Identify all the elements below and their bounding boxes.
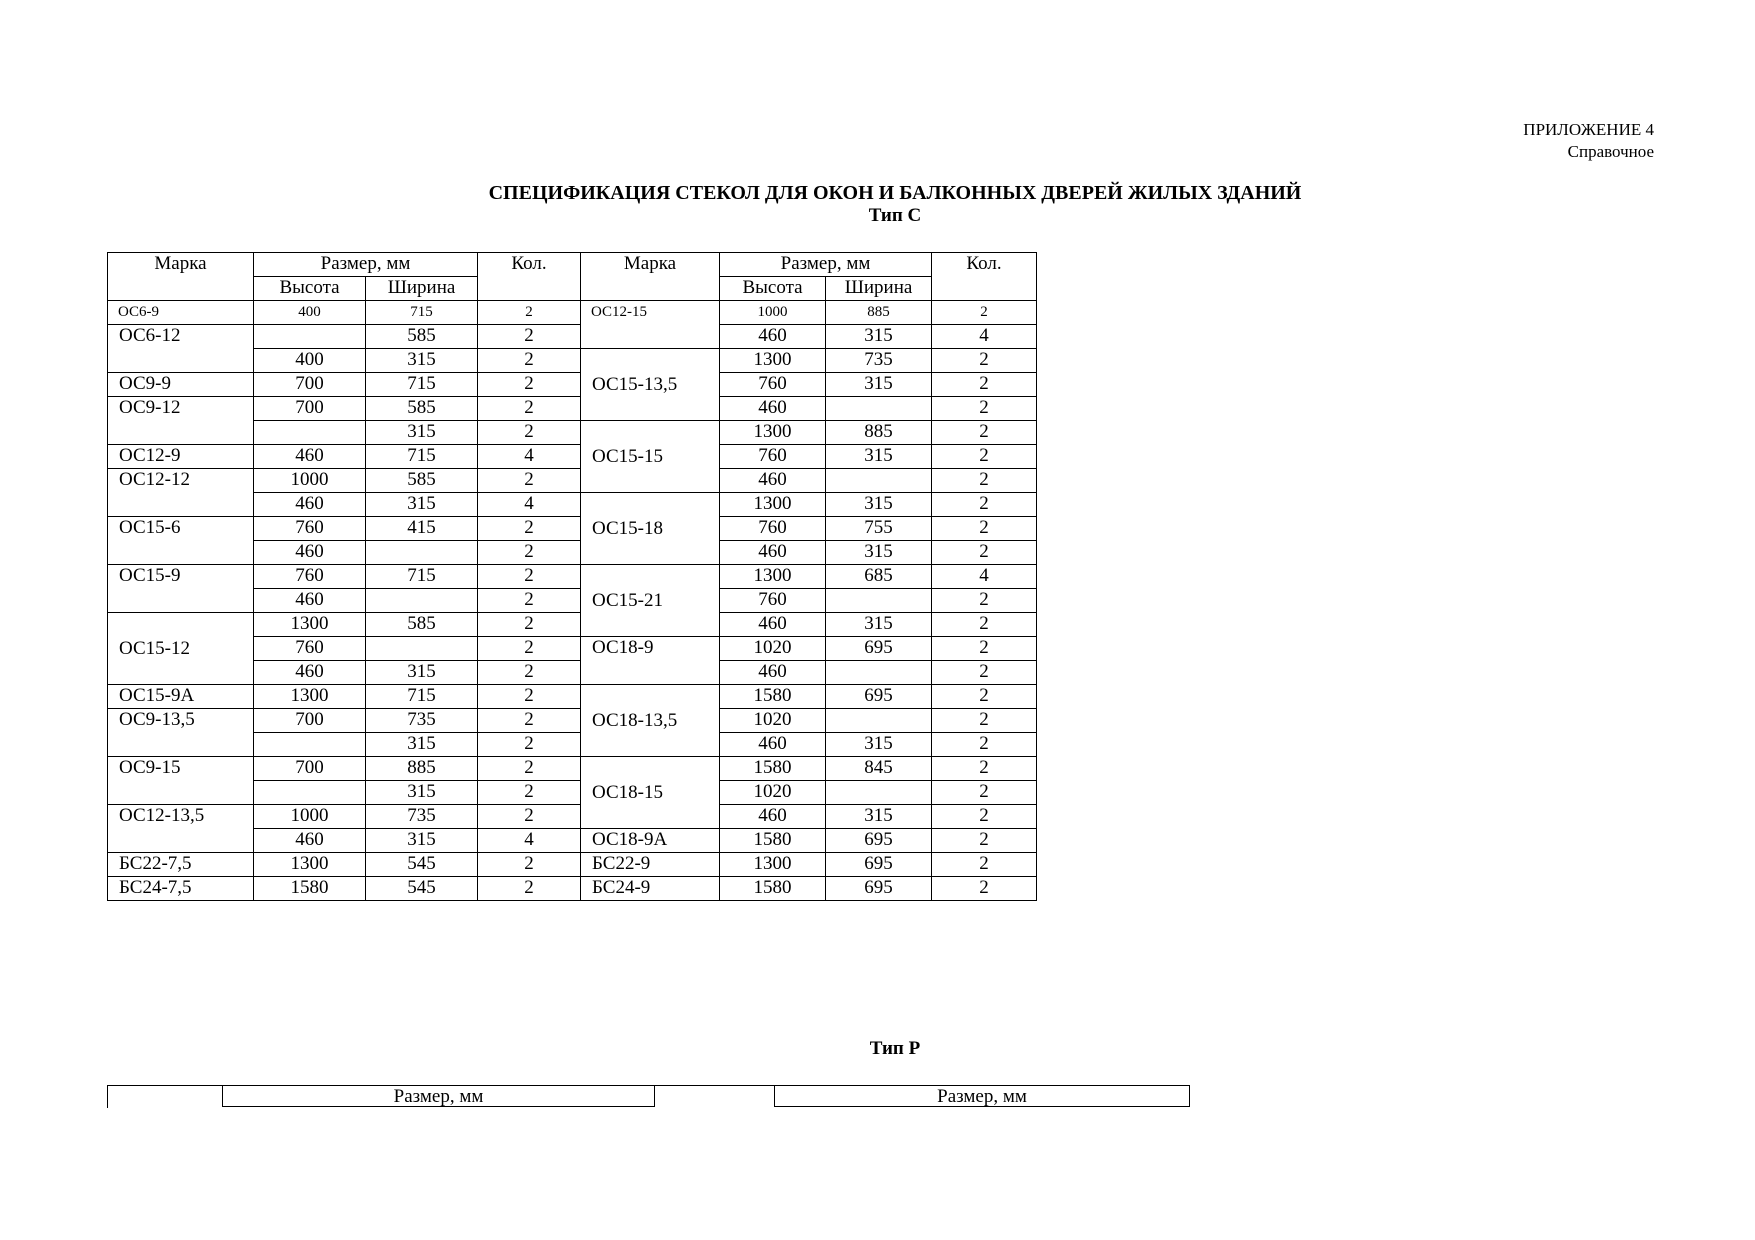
row-qty: 2 [932,541,1037,565]
row-height: 760 [254,637,366,661]
row-qty: 4 [478,493,581,517]
document-title: СПЕЦИФИКАЦИЯ СТЕКОЛ ДЛЯ ОКОН И БАЛКОННЫХ ДВЕРЕЙ ЖИЛЫХ ЗДАНИЙ [488,182,1302,204]
row-qty: 2 [932,757,1037,781]
table-row [108,325,1037,349]
row-width: 545 [366,853,478,877]
row-marka: ОС9-13,5 [108,709,254,757]
row-height: 1020 [720,781,826,805]
header-width: Ширина [826,277,932,301]
type-c-heading: Тип С [868,205,922,226]
row-width: 885 [826,421,932,445]
row-marka: ОС6-9 [108,301,254,325]
row-height: 1300 [720,421,826,445]
row-width: 695 [826,829,932,853]
header-qty: Кол. [478,253,581,301]
table-row [108,805,1037,829]
header-size: Размер, мм [254,253,478,277]
row-height: 460 [720,733,826,757]
row-qty: 2 [478,421,581,445]
row-height: 1300 [720,493,826,517]
row-qty: 2 [932,829,1037,853]
row-width: 715 [366,301,478,325]
row-qty: 2 [932,877,1037,901]
row-qty: 2 [932,661,1037,685]
row-width: 315 [366,493,478,517]
table-p-size-header-2: Размер, мм [774,1085,1190,1107]
row-width: 315 [366,829,478,853]
row-marka: БС24-7,5 [108,877,254,901]
row-marka: БС22-7,5 [108,853,254,877]
row-qty: 2 [478,397,581,421]
row-width: 695 [826,877,932,901]
row-height: 1000 [254,469,366,493]
table-row [108,565,1037,589]
row-width: 545 [366,877,478,901]
row-qty: 2 [478,757,581,781]
row-width: 315 [826,613,932,637]
table-row [108,709,1037,733]
row-qty: 2 [478,301,581,325]
row-width: 315 [366,781,478,805]
header-height: Высота [720,277,826,301]
row-width [826,661,932,685]
row-height: 1300 [720,349,826,373]
row-marka: ОС15-12 [108,613,254,685]
row-marka: ОС9-12 [108,397,254,445]
row-height: 760 [254,517,366,541]
row-qty: 2 [932,517,1037,541]
row-height: 1300 [720,853,826,877]
row-marka: ОС15-15 [581,421,720,493]
row-marka: ОС15-9А [108,685,254,709]
appendix-label [1523,119,1654,163]
row-qty: 2 [478,661,581,685]
row-height: 460 [254,445,366,469]
row-height: 1580 [720,757,826,781]
header-width: Ширина [366,277,478,301]
row-width: 885 [366,757,478,781]
row-qty: 2 [932,421,1037,445]
row-qty: 2 [478,349,581,373]
row-height: 460 [254,589,366,613]
row-width: 715 [366,373,478,397]
row-width: 885 [826,301,932,325]
row-qty: 4 [478,829,581,853]
row-width: 315 [366,421,478,445]
row-width: 315 [826,445,932,469]
row-width: 585 [366,469,478,493]
row-qty: 4 [932,565,1037,589]
table-row [108,877,1037,901]
row-qty: 2 [478,541,581,565]
row-height: 460 [254,493,366,517]
row-height: 1300 [720,565,826,589]
row-height: 460 [254,829,366,853]
row-width: 735 [826,349,932,373]
row-height: 460 [720,397,826,421]
row-marka: БС22-9 [581,853,720,877]
row-qty: 2 [932,469,1037,493]
row-width [366,637,478,661]
row-marka: ОС18-9 [581,637,720,685]
row-height [254,781,366,805]
row-height: 460 [720,661,826,685]
row-marka: ОС12-13,5 [108,805,254,853]
row-marka: ОС15-6 [108,517,254,565]
header-size: Размер, мм [720,253,932,277]
row-width: 715 [366,445,478,469]
glass-spec-table-type-c [107,252,1037,901]
row-marka: ОС12-15 [581,301,720,349]
row-width [826,781,932,805]
table-p-marka-cell [107,1085,223,1108]
row-qty: 2 [932,445,1037,469]
row-qty: 2 [478,613,581,637]
row-marka: ОС15-21 [581,565,720,637]
row-width: 585 [366,397,478,421]
row-width: 315 [826,493,932,517]
row-height: 1000 [720,301,826,325]
row-height: 1020 [720,637,826,661]
row-qty: 2 [932,853,1037,877]
row-marka: ОС9-9 [108,373,254,397]
row-marka: ОС9-15 [108,757,254,805]
row-height: 460 [254,541,366,565]
row-height: 1020 [720,709,826,733]
row-height [254,733,366,757]
row-qty: 2 [478,805,581,829]
row-width: 845 [826,757,932,781]
row-qty: 2 [478,469,581,493]
header-height: Высота [254,277,366,301]
row-height: 760 [720,445,826,469]
row-height: 1580 [720,829,826,853]
table-row [108,397,1037,421]
table-row [108,685,1037,709]
row-qty: 4 [932,325,1037,349]
table-row [108,373,1037,397]
row-width: 315 [366,349,478,373]
row-width: 715 [366,685,478,709]
appendix-number: ПРИЛОЖЕНИЕ 4 [1523,120,1654,139]
row-marka: ОС6-12 [108,325,254,373]
row-qty: 2 [932,733,1037,757]
row-qty: 2 [932,373,1037,397]
row-height: 1300 [254,613,366,637]
row-marka: ОС12-12 [108,469,254,517]
table-row [108,469,1037,493]
row-qty: 2 [932,613,1037,637]
table-row [108,757,1037,781]
row-width: 315 [826,541,932,565]
row-width: 755 [826,517,932,541]
type-p-heading: Тип Р [869,1038,921,1059]
row-qty: 2 [478,637,581,661]
row-qty: 2 [478,325,581,349]
row-qty: 2 [478,517,581,541]
table-row [108,445,1037,469]
row-height: 760 [720,373,826,397]
row-height [254,421,366,445]
row-width: 315 [366,661,478,685]
row-width [826,469,932,493]
row-width: 315 [826,373,932,397]
row-marka: ОС12-9 [108,445,254,469]
table-row [108,853,1037,877]
row-height: 1300 [254,685,366,709]
row-height: 700 [254,373,366,397]
row-marka: ОС15-18 [581,493,720,565]
row-width: 715 [366,565,478,589]
row-width: 585 [366,613,478,637]
row-marka: ОС18-15 [581,757,720,829]
row-marka: ОС18-13,5 [581,685,720,757]
row-height: 700 [254,709,366,733]
row-qty: 4 [478,445,581,469]
row-height: 700 [254,757,366,781]
row-height: 1000 [254,805,366,829]
row-height: 760 [720,589,826,613]
row-width: 735 [366,805,478,829]
table-row [108,517,1037,541]
row-width: 315 [826,733,932,757]
appendix-kind: Справочное [1567,142,1654,161]
row-qty: 2 [478,589,581,613]
row-height: 460 [720,541,826,565]
row-height: 460 [254,661,366,685]
row-width: 315 [366,733,478,757]
row-width: 735 [366,709,478,733]
row-width: 315 [826,805,932,829]
row-qty: 2 [932,493,1037,517]
row-height: 460 [720,469,826,493]
header-row [108,253,1037,277]
row-qty: 2 [478,877,581,901]
row-qty: 2 [932,685,1037,709]
row-width [826,589,932,613]
row-height: 460 [720,613,826,637]
row-marka: ОС18-9А [581,829,720,853]
row-qty: 2 [478,685,581,709]
row-qty: 2 [932,805,1037,829]
row-qty: 2 [932,589,1037,613]
header-marka: Марка [581,253,720,301]
row-height: 400 [254,349,366,373]
row-qty: 2 [478,565,581,589]
row-width: 695 [826,637,932,661]
row-width [366,589,478,613]
row-qty: 2 [932,397,1037,421]
table-p-size-header: Размер, мм [222,1085,655,1107]
row-height: 1580 [720,685,826,709]
row-height: 760 [254,565,366,589]
row-qty: 2 [478,781,581,805]
row-width: 585 [366,325,478,349]
row-width [826,397,932,421]
row-qty: 2 [932,781,1037,805]
row-height: 700 [254,397,366,421]
row-marka: ОС15-13,5 [581,349,720,421]
row-width: 415 [366,517,478,541]
table-p-qty-cell [654,1085,774,1108]
row-qty: 2 [932,301,1037,325]
row-width: 315 [826,325,932,349]
row-qty: 2 [932,349,1037,373]
row-height: 1580 [254,877,366,901]
row-qty: 2 [478,373,581,397]
table-row [108,301,1037,325]
row-height: 1580 [720,877,826,901]
row-marka: ОС15-9 [108,565,254,613]
row-height: 760 [720,517,826,541]
row-qty: 2 [478,853,581,877]
row-qty: 2 [932,709,1037,733]
row-width: 685 [826,565,932,589]
row-height: 400 [254,301,366,325]
header-qty: Кол. [932,253,1037,301]
table-row [108,613,1037,637]
row-qty: 2 [932,637,1037,661]
row-qty: 2 [478,733,581,757]
row-height: 1300 [254,853,366,877]
header-marka: Марка [108,253,254,301]
row-height [254,325,366,349]
row-width [366,541,478,565]
row-width: 695 [826,685,932,709]
row-width [826,709,932,733]
row-width: 695 [826,853,932,877]
row-qty: 2 [478,709,581,733]
row-height: 460 [720,325,826,349]
row-height: 460 [720,805,826,829]
row-marka: БС24-9 [581,877,720,901]
